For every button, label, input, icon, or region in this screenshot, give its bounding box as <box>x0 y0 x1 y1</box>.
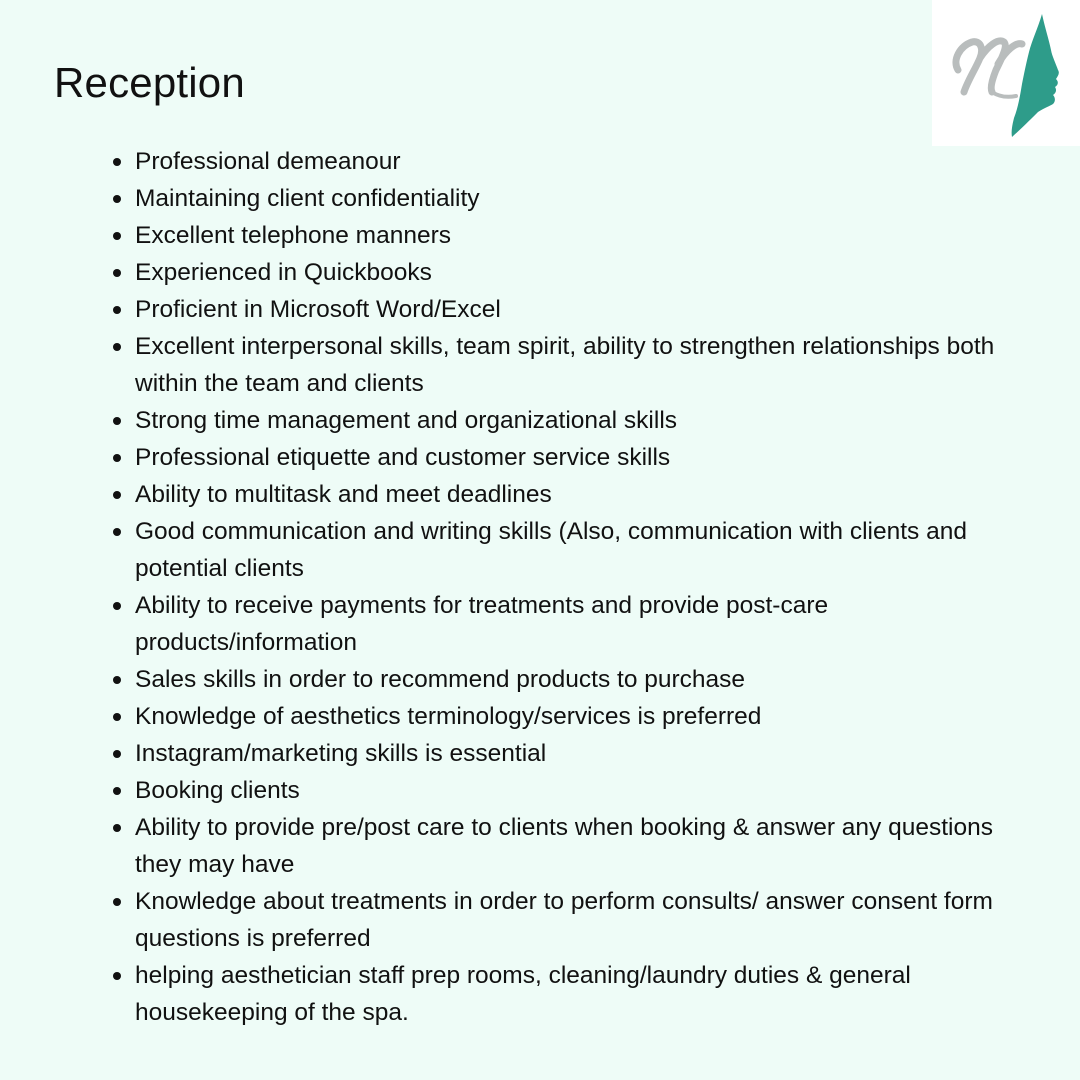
script-letter-m-tail <box>992 92 1016 97</box>
list-item: Professional demeanour <box>108 143 1038 180</box>
list-item: Knowledge about treatments in order to perform consults/ answer consent form questions is preferred <box>108 883 1038 957</box>
list-item: Excellent telephone manners <box>108 217 1038 254</box>
script-letter-m <box>956 41 1022 92</box>
list-item: Excellent interpersonal skills, team spirit, ability to strengthen relationships both within the team and clients <box>108 328 1038 402</box>
list-item: Sales skills in order to recommend products to purchase <box>108 661 1038 698</box>
list-item: Proficient in Microsoft Word/Excel <box>108 291 1038 328</box>
list-item: Professional etiquette and customer service skills <box>108 439 1038 476</box>
requirements-list <box>108 143 1038 1031</box>
brand-logo <box>932 0 1080 146</box>
list-item: Ability to provide pre/post care to clients when booking & answer any questions they may have <box>108 809 1038 883</box>
page-title: Reception <box>54 59 245 106</box>
list-item: Experienced in Quickbooks <box>108 254 1038 291</box>
list-item: helping aesthetician staff prep rooms, cleaning/laundry duties & general housekeeping of the spa. <box>108 957 1038 1031</box>
list-item: Maintaining client confidentiality <box>108 180 1038 217</box>
list-item: Booking clients <box>108 772 1038 809</box>
list-item: Good communication and writing skills (Also, communication with clients and potential clients <box>108 513 1038 587</box>
list-item: Instagram/marketing skills is essential <box>108 735 1038 772</box>
monogram-m-face-logo-icon <box>932 0 1080 146</box>
list-item: Strong time management and organizational skills <box>108 402 1038 439</box>
list-item: Ability to multitask and meet deadlines <box>108 476 1038 513</box>
face-silhouette <box>1012 14 1059 137</box>
list-item: Ability to receive payments for treatments and provide post-care products/information <box>108 587 1038 661</box>
list-item: Knowledge of aesthetics terminology/services is preferred <box>108 698 1038 735</box>
